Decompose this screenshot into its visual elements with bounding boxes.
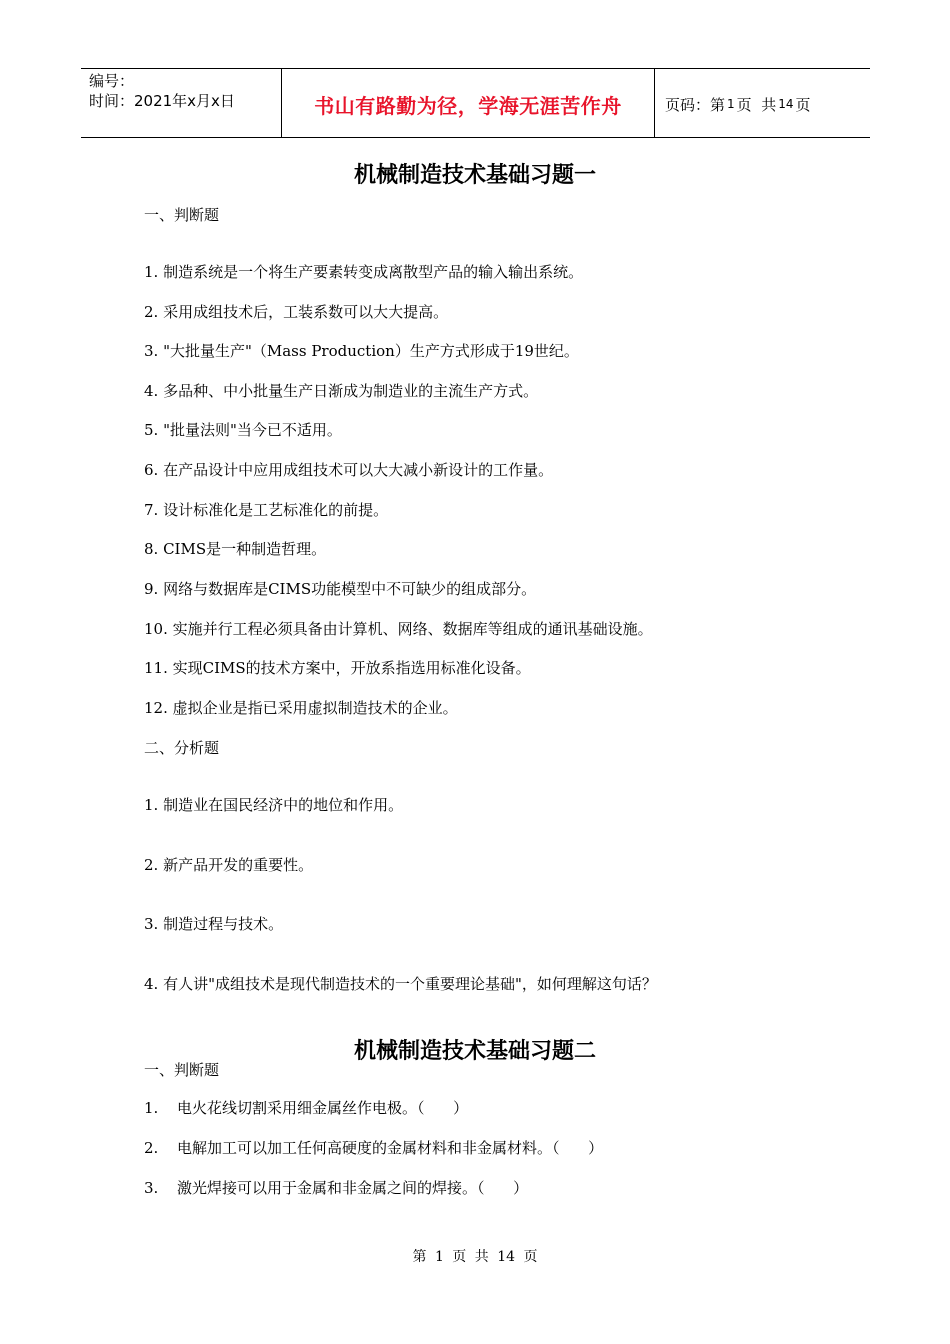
s1-item-1: 1. 制造系统是一个将生产要素转变成离散型产品的输入输出系统。 <box>144 263 584 281</box>
s1-item-3: 3. "大批量生产"（Mass Production）生产方式形成于19世纪。 <box>144 342 579 360</box>
s1-item-9: 9. 网络与数据库是CIMS功能模型中不可缺少的组成部分。 <box>144 580 537 598</box>
s2-item-3-text: 激光焊接可以用于金属和非金属之间的焊接。（ ） <box>177 1179 529 1197</box>
s2-item-2-num: 2. <box>144 1139 159 1157</box>
s1-item-7: 7. 设计标准化是工艺标准化的前提。 <box>144 501 389 519</box>
time-label: 时间：2021年x月x日 <box>89 92 235 110</box>
s1-item-6: 6. 在产品设计中应用成组技术可以大大减小新设计的工作量。 <box>144 461 554 479</box>
page-mid: 页 共 <box>736 95 777 114</box>
page-current: 1 <box>727 97 735 111</box>
s1-analysis-1: 1. 制造业在国民经济中的地位和作用。 <box>144 796 404 814</box>
s2-item-2-text: 电解加工可以加工任何高硬度的金属材料和非金属材料。（ ） <box>177 1139 604 1157</box>
s1-analysis-4: 4. 有人讲"成组技术是现代制造技术的一个重要理论基础"，如何理解这句话？ <box>144 975 657 993</box>
header-page-info <box>655 69 870 137</box>
s2-item-1-num: 1. <box>144 1099 159 1117</box>
s1-analysis-2: 2. 新产品开发的重要性。 <box>144 856 314 874</box>
page-suffix: 页 <box>795 95 811 114</box>
document-header <box>81 68 870 138</box>
header-motto: 书山有路勤为径，学海无涯苦作舟 <box>282 69 655 137</box>
page-prefix: 页码：第 <box>665 95 726 114</box>
serial-label: 编号： <box>89 72 135 90</box>
s1-item-10: 10. 实施并行工程必须具备由计算机、网络、数据库等组成的通讯基础设施。 <box>144 620 653 638</box>
s2-item-3 <box>144 1178 528 1198</box>
page-footer: 第 1 页 共 14 页 <box>412 1249 538 1265</box>
s1-item-12: 12. 虚拟企业是指已采用虚拟制造技术的企业。 <box>144 699 458 717</box>
s2-item-3-num: 3. <box>144 1179 159 1197</box>
section1-heading-analysis: 二、分析题 <box>144 739 220 757</box>
section1-heading-judgment: 一、判断题 <box>144 206 220 224</box>
s2-item-2 <box>144 1138 603 1158</box>
s2-item-1 <box>144 1098 468 1118</box>
section1-title: 机械制造技术基础习题一 <box>353 163 596 188</box>
section2-title: 机械制造技术基础习题二 <box>353 1039 596 1064</box>
s1-item-4: 4. 多品种、中小批量生产日渐成为制造业的主流生产方式。 <box>144 382 539 400</box>
header-meta <box>81 69 282 137</box>
s1-item-5: 5. "批量法则"当今已不适用。 <box>144 421 342 439</box>
s2-item-1-text: 电火花线切割采用细金属丝作电极。（ ） <box>177 1099 469 1117</box>
section2-heading-judgment: 一、判断题 <box>144 1061 220 1079</box>
s1-item-11: 11. 实现CIMS的技术方案中，开放系指选用标准化设备。 <box>144 659 531 677</box>
page-total: 14 <box>778 97 794 111</box>
s1-item-8: 8. CIMS是一种制造哲理。 <box>144 540 327 558</box>
s1-analysis-3: 3. 制造过程与技术。 <box>144 915 284 933</box>
s1-item-2: 2. 采用成组技术后，工装系数可以大大提高。 <box>144 303 449 321</box>
